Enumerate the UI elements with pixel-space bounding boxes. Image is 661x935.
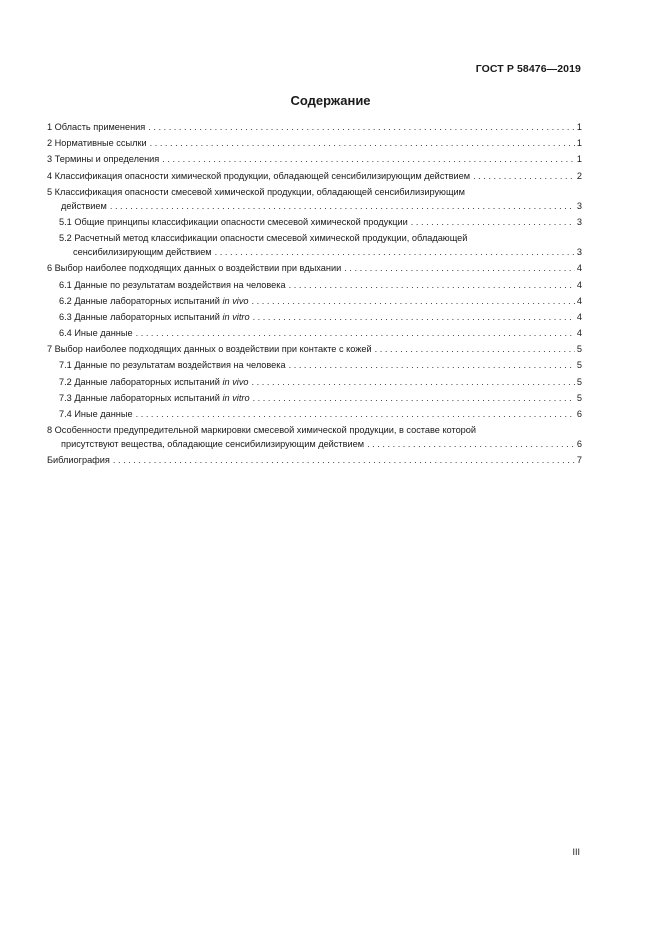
toc-entry-text [59, 358, 286, 372]
toc-entry-text [59, 375, 249, 389]
toc-leader-dots [113, 453, 575, 467]
toc-entry[interactable] [47, 423, 582, 451]
toc-leader-dots [215, 245, 575, 259]
toc-entry-text-segment: 4 Классификация опасности химической продукции, обладающей сенсибилизирующим действием [47, 170, 471, 181]
toc-entry[interactable] [47, 231, 582, 259]
toc-entry[interactable] [47, 326, 582, 340]
toc-entry-text-segment: 7.3 Данные лабораторных испытаний [59, 392, 223, 403]
toc-entry-text [59, 326, 133, 340]
toc-entry[interactable] [47, 375, 582, 389]
toc-entry-text-segment: действием [61, 200, 107, 211]
toc-entry-text [47, 136, 147, 150]
toc-entry[interactable] [47, 152, 582, 166]
toc-entry-text [59, 215, 408, 229]
toc-entry-text [61, 199, 107, 213]
toc-entry-page: 3 [576, 216, 582, 227]
toc-leader-dots [136, 407, 575, 421]
toc-entry-text-segment: присутствуют вещества, обладающие сенсибилизирующим действием [61, 439, 365, 450]
toc-entry-page: 5 [576, 360, 582, 371]
toc-leader-dots [367, 437, 575, 451]
toc-entry-text-segment: 1 Область применения [47, 122, 146, 132]
toc-leader-dots [473, 169, 575, 183]
toc-leader-dots [148, 120, 575, 134]
toc-entry[interactable] [47, 342, 582, 356]
toc-leader-dots [289, 278, 575, 292]
toc-entry-text-segment: 6.3 Данные лабораторных испытаний [59, 311, 223, 322]
toc-entry-page: 5 [576, 376, 582, 387]
toc-entry-text [47, 342, 372, 356]
toc-entry[interactable] [47, 278, 582, 292]
toc-entry-text-segment: 7 Выбор наиболее подходящих данных о воздействии при контакте с кожей [47, 344, 372, 355]
toc-leader-dots [252, 294, 575, 308]
toc-entry-text-segment: 7.4 Иные данные [59, 409, 133, 419]
toc-leader-dots [253, 391, 575, 405]
toc-entry-page: 4 [576, 295, 582, 306]
toc-entry[interactable] [47, 261, 582, 275]
toc-entry[interactable] [47, 136, 582, 150]
page-number: III [572, 847, 580, 857]
toc-entry-text-segment: 6 Выбор наиболее подходящих данных о воздействии при вдыхании [47, 263, 342, 274]
toc-entry-page: 3 [576, 200, 582, 211]
toc-entry-text: 5 Классификация опасности смесевой химической продукции, обладающей сенсибилизирующим [47, 186, 465, 197]
toc-entry-page: 5 [576, 344, 582, 355]
toc-entry[interactable] [47, 310, 582, 324]
toc-entry-text [59, 310, 250, 324]
toc-leader-dots [150, 136, 575, 150]
toc-entry-text-segment: 3 Термины и определения [47, 154, 160, 165]
toc-entry-text [73, 245, 212, 259]
toc-entry-text [47, 152, 159, 166]
toc-leader-dots [375, 342, 575, 356]
toc-entry-text [59, 391, 250, 405]
toc-entry-page: 5 [576, 392, 582, 403]
toc-entry-italic-term: in vivo [222, 376, 249, 387]
toc-entry-page: 4 [576, 279, 582, 290]
toc-entry-text [59, 294, 249, 308]
toc-entry-page: 1 [576, 138, 582, 149]
toc-entry-text-segment: 5.1 Общие принципы классификации опасности смесевой химической продукции [59, 216, 408, 227]
toc-entry[interactable] [47, 453, 582, 467]
toc-entry-page: 2 [576, 170, 582, 181]
toc-entry[interactable] [47, 185, 582, 213]
document-code: ГОСТ Р 58476—2019 [475, 63, 581, 75]
toc-entry[interactable] [47, 215, 582, 229]
toc-entry[interactable] [47, 407, 582, 421]
toc-entry-text-segment: 2 Нормативные ссылки [47, 138, 147, 149]
toc-entry[interactable] [47, 391, 582, 405]
toc-entry-text-segment: сенсибилизирующим действием [73, 247, 212, 258]
toc-leader-dots [411, 215, 575, 229]
toc-entry-text: 8 Особенности предупредительной маркировки смесевой химической продукции, в составе которой [47, 425, 477, 436]
toc-entry-text [47, 453, 110, 467]
toc-entry-text-segment: 7.1 Данные по результатам воздействия на человека [59, 360, 286, 371]
toc-entry-page: 6 [576, 409, 582, 419]
toc-entry-text-segment: 6.1 Данные по результатам воздействия на человека [59, 279, 286, 290]
toc-entry-text-segment: 6.4 Иные данные [59, 328, 133, 339]
toc-leader-dots [289, 358, 575, 372]
toc-entry[interactable] [47, 294, 582, 308]
toc-entry[interactable] [47, 169, 582, 183]
toc-entry-text-segment: 7.2 Данные лабораторных испытаний [59, 376, 223, 387]
toc-entry-page: 6 [576, 439, 582, 450]
toc-entry-page: 4 [576, 311, 582, 322]
toc-entry-text-segment: 6.2 Данные лабораторных испытаний [59, 295, 223, 306]
toc-entry-page: 1 [576, 154, 582, 165]
toc-entry-italic-term: in vivo [222, 295, 249, 306]
toc-entry[interactable] [47, 120, 582, 134]
toc-leader-dots [252, 375, 575, 389]
toc-entry-page: 4 [576, 328, 582, 339]
toc-leader-dots [344, 261, 575, 275]
toc-entry-text [47, 261, 341, 275]
toc-entry[interactable] [47, 358, 582, 372]
toc-leader-dots [136, 326, 575, 340]
toc-title: Содержание [290, 93, 371, 108]
toc-entry-text [59, 278, 286, 292]
toc-entry-text [47, 120, 145, 134]
toc-entry-text [59, 407, 133, 421]
table-of-contents [47, 120, 582, 470]
toc-leader-dots [253, 310, 575, 324]
toc-entry-page: 1 [576, 122, 582, 132]
toc-entry-page: 3 [576, 247, 582, 258]
toc-entry-text-segment: Библиография [47, 455, 110, 466]
toc-entry-page: 7 [576, 455, 582, 466]
toc-entry-text [47, 169, 470, 183]
toc-leader-dots [110, 199, 575, 213]
toc-entry-page: 4 [576, 263, 582, 274]
toc-leader-dots [162, 152, 575, 166]
toc-entry-text [61, 437, 364, 451]
toc-entry-italic-term: in vitro [222, 392, 250, 403]
toc-entry-text: 5.2 Расчетный метод классификации опасности смесевой химической продукции, обладающей [59, 233, 468, 244]
toc-entry-italic-term: in vitro [222, 311, 250, 322]
